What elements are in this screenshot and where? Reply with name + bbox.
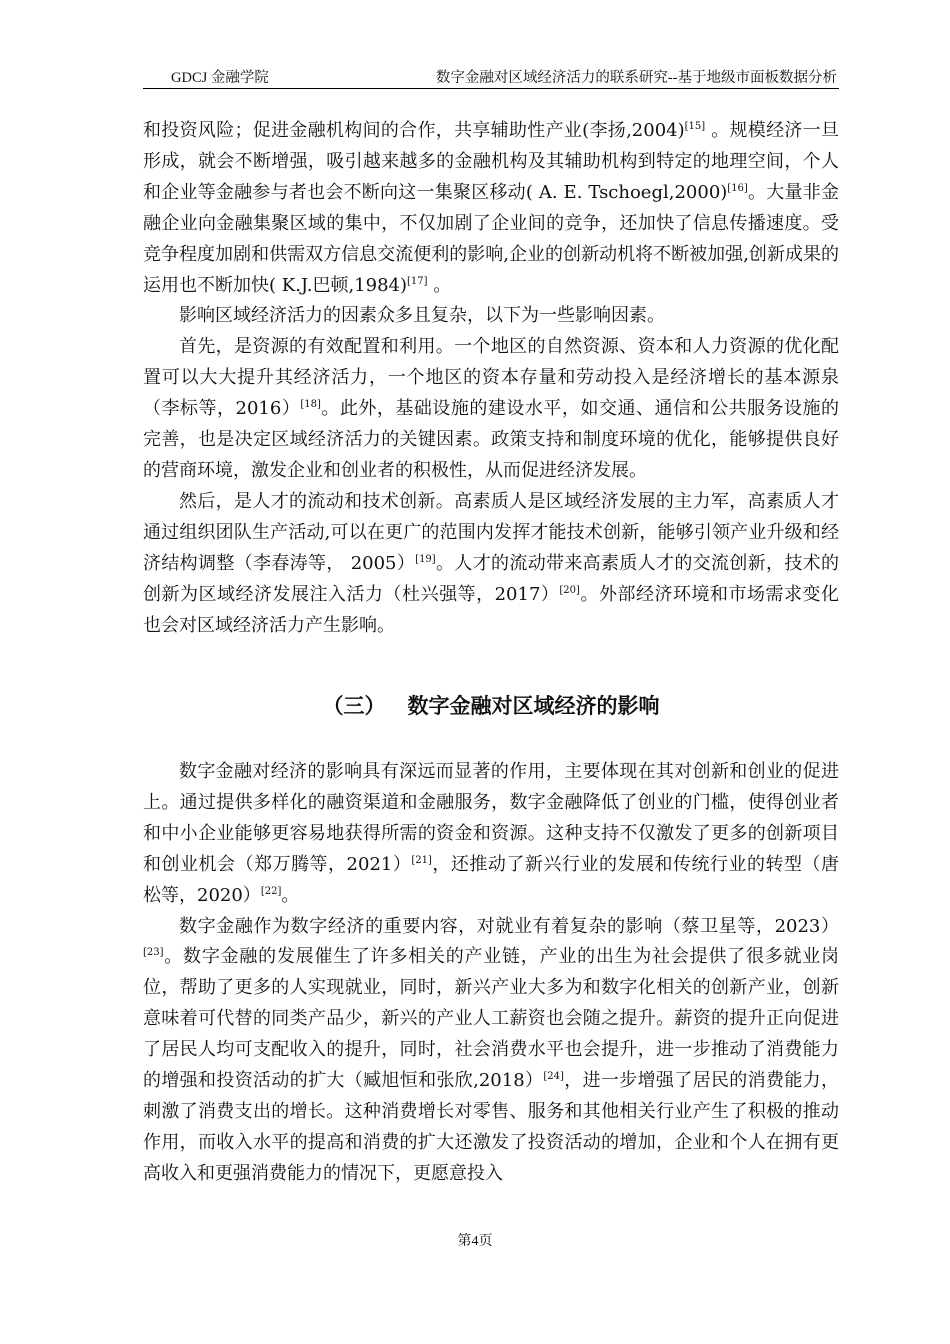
- paragraph: 影响区域经济活力的因素众多且复杂，以下为一些影响因素。: [179, 305, 665, 327]
- paragraph: [143, 116, 839, 301]
- page-header: [143, 62, 839, 89]
- citation-ref: [22]: [260, 885, 282, 897]
- paragraph: [143, 912, 839, 1190]
- text-run: 。: [281, 884, 300, 906]
- citation-ref: [24]: [543, 1071, 564, 1083]
- text-run: 。外部经济环境和市场需求变化也会对区域经济活力产生影响。: [143, 583, 839, 636]
- text-run: 。此外，基础设施的建设水平，如交通、通信和公共服务设施的完善，也是决定区域经济活力的关键因素。政策支持和制度环境的优化，能够提供良好的营商环境，激发企业和创业者的积极性，从而促进经济发展。: [143, 398, 839, 481]
- paragraph: [143, 757, 839, 912]
- text-run: 首先，是资源的有效配置和利用。一个地区的自然资源、资本和人力资源的优化配置可以大大提升其经济活力，一个地区的资本存量和劳动投入是经济增长的基本源泉（李标等，2016）: [143, 336, 839, 420]
- text-run: 和投资风险；促进金融机构间的合作，共享辅助性产业(李扬,2004): [143, 120, 685, 141]
- citation-ref: [23]: [143, 947, 164, 959]
- citation-ref: [19]: [415, 553, 436, 565]
- paragraph: [143, 332, 839, 487]
- body-section-2: [143, 757, 839, 1190]
- citation-ref: [21]: [411, 854, 432, 866]
- text-run: 。人才的流动带来高素质人才的交流创新，技术的创新为区域经济发展注入活力（杜兴强等，2017）: [143, 552, 839, 605]
- citation-ref: [18]: [300, 399, 321, 411]
- body-section-1: [143, 116, 839, 641]
- text-run: 然后，是人才的流动和技术创新。高素质人是区域经济发展的主力军，高素质人才通过组织团队生产活动,可以在更广的范围内发挥才能技术创新，能够引领产业升级和经济结构调整（李春涛等， 2005）: [143, 490, 839, 574]
- section-heading: （三） 数字金融对区域经济的影响: [322, 694, 660, 718]
- text-run: ，进一步增强了居民的消费能力，刺激了消费支出的增长。这种消费增长对零售、服务和其他相关行业产生了积极的推动作用，而收入水平的提高和消费的扩大还激发了投资活动的增加，企业和个人在拥有更高收入和更强消费能力的情况下，更愿意投入: [143, 1070, 840, 1184]
- header-title: 数字金融对区域经济活力的联系研究--基于地级市面板数据分析: [435, 70, 837, 86]
- text-run: 。规模经济一旦形成，就会不断增强，吸引越来越多的金融机构及其辅助机构到特定的地理空间，个人和企业等金融参与者也会不断向这一集聚区移动( A. E. Tschoegl,2000): [143, 120, 839, 203]
- text-run: 数字金融作为数字经济的重要内容，对就业有着复杂的影响（蔡卫星等，2023）: [179, 915, 839, 937]
- text-run: ，还推动了新兴行业的发展和传统行业的转型（唐松等，2020）: [143, 853, 840, 906]
- citation-ref: [15]: [684, 121, 706, 132]
- header-institution: GDCJ 金融学院: [171, 70, 269, 86]
- text-run: 。大量非金融企业向金融集聚区域的集中，不仅加剧了企业间的竞争，还加快了信息传播速度。受竞争程度加剧和供需双方信息交流便利的影响,企业的创新动机将不断被加强,创新成果的运用也不断加快( K.J.巴顿,1984): [143, 181, 839, 296]
- citation-ref: [20]: [559, 584, 580, 596]
- page-number: 第4页: [457, 1234, 493, 1249]
- citation-ref: [17]: [407, 275, 428, 287]
- text-run: 。数字金融的发展催生了许多相关的产业链，产业的出生为社会提供了很多就业岗位，帮助了更多的人实现就业，同时，新兴产业大多为和数字化相关的创新产业，创新意味着可代替的同类产品少，新兴的产业人工薪资也会随之提升。薪资的提升正向促进了居民人均可支配收入的提升，同时，社会消费水平也会提升，进一步推动了消费能力的增强和投资活动的扩大（臧旭恒和张欣,2018）: [143, 946, 839, 1092]
- paragraph: [143, 487, 839, 642]
- text-run: 数字金融对经济的影响具有深远而显著的作用，主要体现在其对创新和创业的促进上。通过提供多样化的融资渠道和金融服务，数字金融降低了创业的门槛，使得创业者和中小企业能够更容易地获得所需的资金和资源。这种支持不仅激发了更多的创新项目和创业机会（郑万腾等，2021）: [143, 761, 839, 875]
- text-run: 。: [427, 274, 452, 296]
- citation-ref: [16]: [727, 182, 748, 194]
